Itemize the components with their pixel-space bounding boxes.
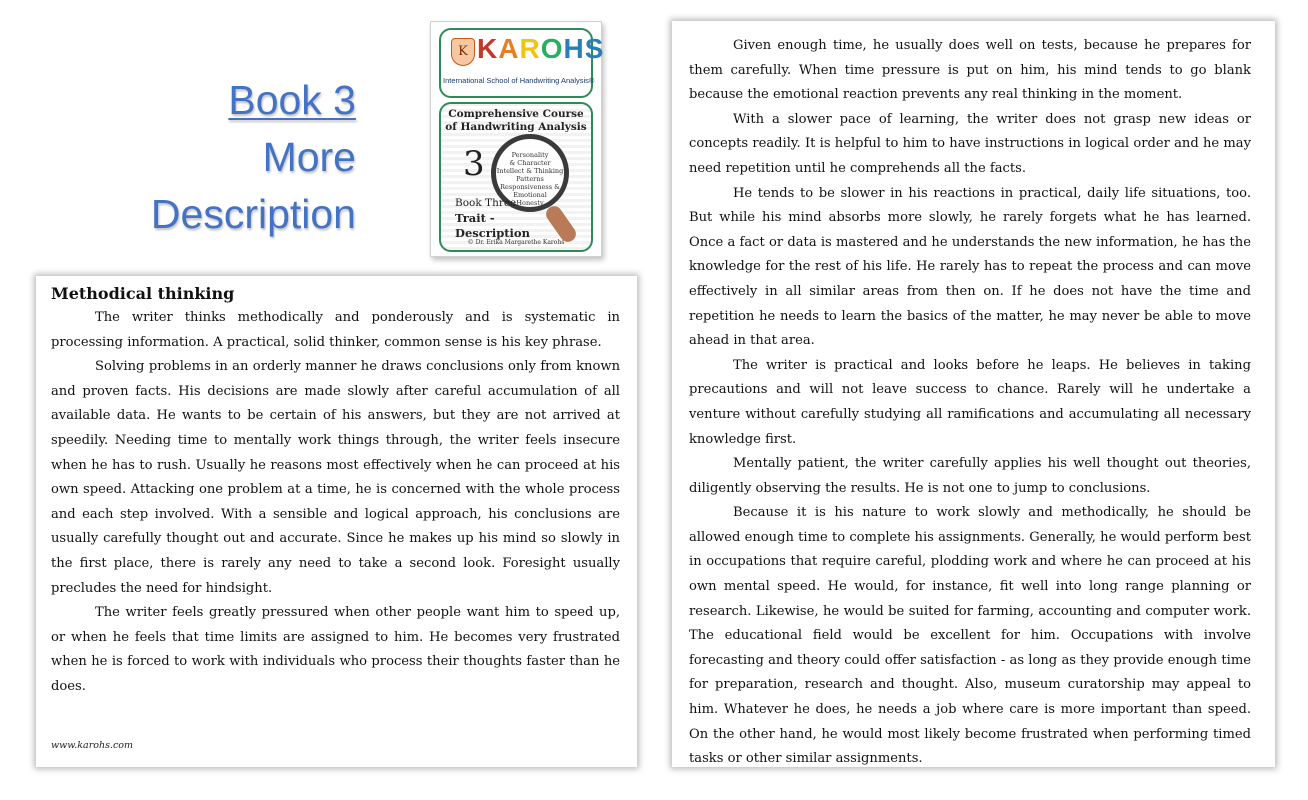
lens-text-line: Honesty Interpersonal [507, 199, 553, 212]
cover-subtitle [455, 196, 530, 241]
paragraph: With a slower pace of learning, the writer does not grasp new ideas or concepts readily. It is helpful to him to have instructions in logical order and he may need repetition until he comprehends all the facts. [689, 111, 1251, 176]
paragraph: Given enough time, he usually does well on tests, because he prepares for them carefully. When time pressure is put on him, his mind tends to go blank because the emotional reaction prevents any real thinking in the moment. [689, 38, 1251, 103]
cover-sub-line: Book Three [455, 197, 517, 209]
cover-sub-line: Trait - [455, 211, 495, 225]
cover-book-number: 3 [463, 144, 485, 184]
lens-text-line: & Character [509, 159, 551, 167]
title-line-more: More [262, 134, 356, 180]
crest-icon: K [451, 38, 475, 66]
paragraph: The writer thinks methodically and ponderously and is systematic in processing information. A practical, solid thinker, common sense is his key phrase. [51, 310, 620, 350]
cover-course-title: Comprehensive Course of Handwriting Analysis [445, 108, 587, 133]
paragraph: The writer feels greatly pressured when other people want him to speed up, or when he feels that time limits are assigned to him. He becomes very frustrated when he is forced to work with individuals who process their thoughts faster than he does. [51, 605, 620, 694]
lens-text-line: Intellect & Thinking Patterns [496, 167, 564, 183]
paragraph: Solving problems in an orderly manner he draws conclusions only from known and proven facts. His decisions are made slowly after careful accumulation of all available data. He wants to be certain of his answers, but they are not arrived at speedily. Needing time to mentally work things through, the writer feels insecure when he has to rush. Usually he reasons most effectively when he can proceed at his own speed. Attacking one problem at a time, he is concerned with the whole process and each step involved. With a sensible and logical approach, his conclusions are usually carefully thought out and accurate. Since he makes up his mind so slowly in the first place, there is rarely any need to take a second look. Foresight usually precludes the need for hindsight. [51, 359, 620, 596]
brand-letter: R [519, 33, 541, 64]
title-line-description: Description [150, 191, 356, 237]
brand-letter: HS [563, 33, 605, 64]
book-cover-image [430, 21, 605, 257]
paragraph: He tends to be slower in his reactions in practical, daily life situations, too. But while his mind absorbs more slowly, he rarely forgets what he has learned. Once a fact or data is mastered and he understands the new information, he has the knowledge for the rest of his life. He rarely has to repeat the process and can move effectively in all similar areas from then on. If he does not have the time and repetition he needs to learn the basics of the matter, he may never be able to move ahead in that area. [689, 185, 1251, 349]
book-title-link[interactable]: Book 3 [228, 77, 356, 123]
cover-author: © Dr. Erika Margarethe Karohs [467, 239, 565, 246]
brand-letter: K [477, 33, 499, 64]
section-heading: Methodical thinking [51, 284, 235, 303]
title-block [60, 72, 356, 243]
page-right [672, 21, 1275, 767]
cover-sub-line: Description [455, 226, 530, 240]
paragraph: Mentally patient, the writer carefully applies his well thought out theories, diligently observing the results. He is not one to jump to conclusions. [689, 456, 1251, 496]
lens-text-line: Responsiveness & Emotional [500, 183, 560, 199]
brand-letter: A [498, 33, 520, 64]
page-left [36, 276, 637, 767]
karohs-logo [439, 28, 605, 98]
paragraph: The writer is practical and looks before he leaps. He believes in taking precautions and will not leave success to chance. Rarely will he undertake a venture without carefully studying all ramifications and accumulating all necessary knowledge first. [689, 357, 1251, 447]
brand-letter: O [540, 33, 564, 64]
footer-url: www.karohs.com [51, 740, 134, 751]
cover-brand-name [477, 33, 604, 65]
cover-inner-panel [439, 102, 593, 252]
lens-text-line: Personality [511, 151, 549, 159]
cover-school-name: International School of Handwriting Analysis® [443, 76, 595, 85]
paragraph: Because it is his nature to work slowly and methodically, he should be allowed enough time to complete his assignments. Generally, he would perform best in occupations that require careful, plodding work and where he can proceed at his own mental speed. He would, for instance, fit well into long range planning or research. Likewise, he would be suited for farming, accounting and computer work. The educational field would be excellent for him. Occupations with involve forecasting and theory could offer satisfaction - as long as they provide enough time for preparation, research and thought. Also, museum curatorship may appeal to him. Whatever he does, he needs a job where care is more important than speed. On the other hand, he would most likely become frustrated when performing timed tasks or other similar assignments. [689, 505, 1251, 767]
